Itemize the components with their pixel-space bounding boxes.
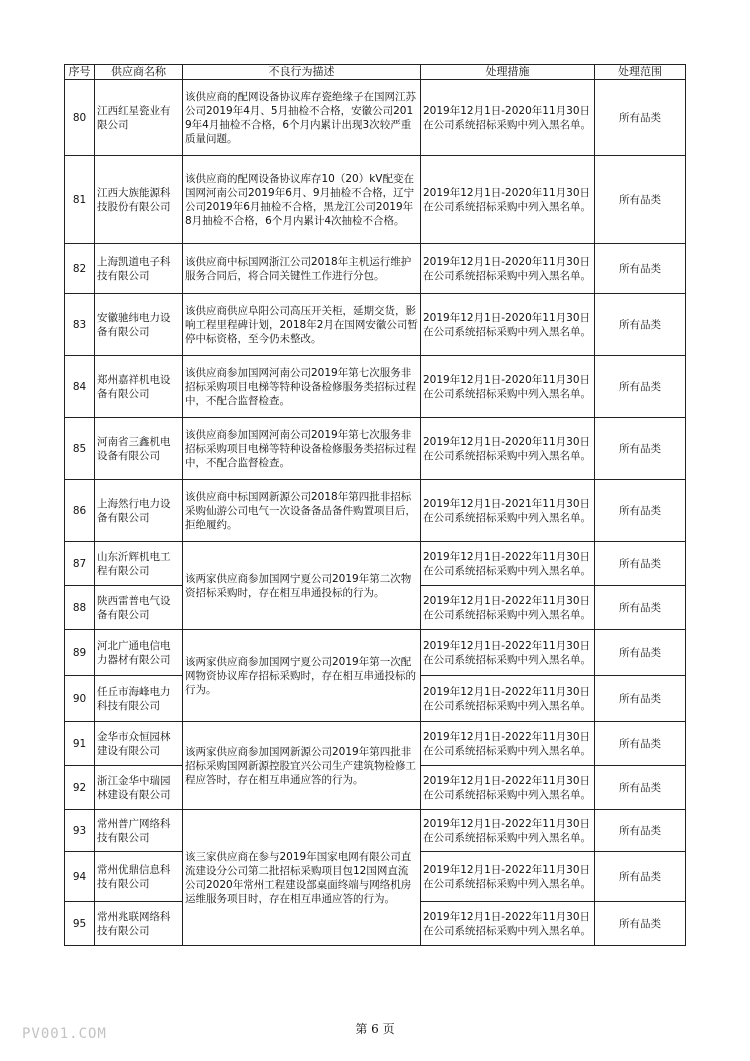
supplier-name: 河北广通电信电力器材有限公司	[95, 630, 183, 676]
row-number: 82	[65, 244, 95, 294]
penalty-scope: 所有品类	[595, 418, 686, 480]
supplier-name: 上海然行电力设备有限公司	[95, 480, 183, 542]
penalty-measure: 2019年12月1日-2022年11月30日在公司系统招标采购中列入黑名单。	[421, 902, 595, 946]
misconduct-description: 该两家供应商参加国网宁夏公司2019年第二次物资招标采购时，存在相互串通投标的行为。	[183, 542, 421, 630]
table-row	[65, 244, 686, 294]
row-number: 81	[65, 156, 95, 244]
penalty-measure: 2019年12月1日-2022年11月30日在公司系统招标采购中列入黑名单。	[421, 766, 595, 810]
penalty-scope: 所有品类	[595, 156, 686, 244]
penalty-scope: 所有品类	[595, 810, 686, 852]
row-number: 83	[65, 294, 95, 356]
header-row	[65, 65, 686, 80]
row-number: 80	[65, 80, 95, 156]
row-number: 84	[65, 356, 95, 418]
table-row	[65, 480, 686, 542]
penalty-scope: 所有品类	[595, 480, 686, 542]
penalty-measure: 2019年12月1日-2022年11月30日在公司系统招标采购中列入黑名单。	[421, 630, 595, 676]
penalty-measure: 2019年12月1日-2020年11月30日在公司系统招标采购中列入黑名单。	[421, 356, 595, 418]
supplier-name: 常州普广网络科技有限公司	[95, 810, 183, 852]
table-row	[65, 356, 686, 418]
penalty-scope: 所有品类	[595, 676, 686, 722]
misconduct-description: 该供应商中标国网新源公司2018年第四批非招标采购仙游公司电气一次设备备品备件购置项目后，拒绝履约。	[183, 480, 421, 542]
penalty-scope: 所有品类	[595, 630, 686, 676]
misconduct-description: 该供应商的配网设备协议库存瓷绝缘子在国网江苏公司2019年4月、5月抽检不合格，安徽公司2019年4月抽检不合格，6个月内累计出现3次较严重质量问题。	[183, 80, 421, 156]
header-supplier: 供应商名称	[95, 65, 183, 80]
row-number: 88	[65, 586, 95, 630]
penalty-scope: 所有品类	[595, 356, 686, 418]
header-measure: 处理措施	[421, 65, 595, 80]
table-row	[65, 418, 686, 480]
supplier-name: 安徽驰纬电力设备有限公司	[95, 294, 183, 356]
watermark-logo: PV001.COM	[22, 1026, 107, 1042]
supplier-name: 江西红星瓷业有限公司	[95, 80, 183, 156]
penalty-measure: 2019年12月1日-2022年11月30日在公司系统招标采购中列入黑名单。	[421, 722, 595, 766]
misconduct-description: 该供应商参加国网河南公司2019年第七次服务非招标采购项目电梯等特种设备检修服务类招标过程中，不配合监督检查。	[183, 356, 421, 418]
table-row	[65, 630, 686, 676]
penalty-scope: 所有品类	[595, 542, 686, 586]
header-scope: 处理范围	[595, 65, 686, 80]
supplier-name: 山东沂辉机电工程有限公司	[95, 542, 183, 586]
penalty-scope: 所有品类	[595, 722, 686, 766]
penalty-measure: 2019年12月1日-2022年11月30日在公司系统招标采购中列入黑名单。	[421, 810, 595, 852]
row-number: 87	[65, 542, 95, 586]
misconduct-description: 该供应商供应阜阳公司高压开关柜，延期交货，影响工程里程碑计划，2018年2月在国网安徽公司暂停中标资格，至今仍未整改。	[183, 294, 421, 356]
penalty-scope: 所有品类	[595, 852, 686, 902]
row-number: 90	[65, 676, 95, 722]
penalty-measure: 2019年12月1日-2020年11月30日在公司系统招标采购中列入黑名单。	[421, 156, 595, 244]
penalty-measure: 2019年12月1日-2022年11月30日在公司系统招标采购中列入黑名单。	[421, 542, 595, 586]
table-row	[65, 542, 686, 586]
penalty-scope: 所有品类	[595, 766, 686, 810]
table-row	[65, 80, 686, 156]
penalty-table	[64, 64, 686, 946]
row-number: 91	[65, 722, 95, 766]
penalty-measure: 2019年12月1日-2020年11月30日在公司系统招标采购中列入黑名单。	[421, 80, 595, 156]
misconduct-description: 该两家供应商参加国网宁夏公司2019年第一次配网物资协议库存招标采购时，存在相互串通投标的行为。	[183, 630, 421, 722]
misconduct-description: 该三家供应商在参与2019年国家电网有限公司直流建设分公司第二批招标采购项目包12国网直流公司2020年常州工程建设部桌面终端与网络机房运维服务项目时，存在相互串通应答的行为。	[183, 810, 421, 946]
penalty-scope: 所有品类	[595, 244, 686, 294]
table-row	[65, 810, 686, 852]
supplier-name: 浙江金华中瑞园林建设有限公司	[95, 766, 183, 810]
supplier-name: 常州兆联网络科技有限公司	[95, 902, 183, 946]
penalty-measure: 2019年12月1日-2020年11月30日在公司系统招标采购中列入黑名单。	[421, 294, 595, 356]
page-number: 第 6 页	[355, 1022, 395, 1036]
penalty-measure: 2019年12月1日-2020年11月30日在公司系统招标采购中列入黑名单。	[421, 244, 595, 294]
row-number: 95	[65, 902, 95, 946]
row-number: 85	[65, 418, 95, 480]
supplier-name: 常州优鼎信息科技有限公司	[95, 852, 183, 902]
misconduct-description: 该供应商中标国网浙江公司2018年主机运行维护服务合同后，将合同关键性工作进行分包。	[183, 244, 421, 294]
row-number: 92	[65, 766, 95, 810]
misconduct-description: 该两家供应商参加国网新源公司2019年第四批非招标采购国网新源控股宜兴公司生产建筑物检修工程应答时，存在相互串通应答的行为。	[183, 722, 421, 810]
table-row	[65, 722, 686, 766]
penalty-scope: 所有品类	[595, 294, 686, 356]
supplier-name: 陕西雷普电气设备有限公司	[95, 586, 183, 630]
table-row	[65, 294, 686, 356]
row-number: 93	[65, 810, 95, 852]
penalty-measure: 2019年12月1日-2020年11月30日在公司系统招标采购中列入黑名单。	[421, 418, 595, 480]
row-number: 89	[65, 630, 95, 676]
supplier-name: 金华市众恒园林建设有限公司	[95, 722, 183, 766]
penalty-measure: 2019年12月1日-2021年11月30日在公司系统招标采购中列入黑名单。	[421, 480, 595, 542]
supplier-name: 河南省三鑫机电设备有限公司	[95, 418, 183, 480]
header-description: 不良行为描述	[183, 65, 421, 80]
header-no: 序号	[65, 65, 95, 80]
misconduct-description: 该供应商参加国网河南公司2019年第七次服务非招标采购项目电梯等特种设备检修服务类招标过程中，不配合监督检查。	[183, 418, 421, 480]
row-number: 94	[65, 852, 95, 902]
table-row	[65, 156, 686, 244]
supplier-name: 郑州嘉祥机电设备有限公司	[95, 356, 183, 418]
misconduct-description: 该供应商的配网设备协议库存10（20）kV配变在国网河南公司2019年6月、9月抽检不合格，辽宁公司2019年6月抽检不合格，黑龙江公司2019年8月抽检不合格，6个月内累计4次抽检不合格。	[183, 156, 421, 244]
supplier-name: 江西大族能源科技股份有限公司	[95, 156, 183, 244]
penalty-scope: 所有品类	[595, 586, 686, 630]
supplier-name: 任丘市海峰电力科技有限公司	[95, 676, 183, 722]
penalty-scope: 所有品类	[595, 80, 686, 156]
penalty-measure: 2019年12月1日-2022年11月30日在公司系统招标采购中列入黑名单。	[421, 852, 595, 902]
penalty-measure: 2019年12月1日-2022年11月30日在公司系统招标采购中列入黑名单。	[421, 586, 595, 630]
row-number: 86	[65, 480, 95, 542]
supplier-name: 上海凯道电子科技有限公司	[95, 244, 183, 294]
penalty-measure: 2019年12月1日-2022年11月30日在公司系统招标采购中列入黑名单。	[421, 676, 595, 722]
penalty-scope: 所有品类	[595, 902, 686, 946]
